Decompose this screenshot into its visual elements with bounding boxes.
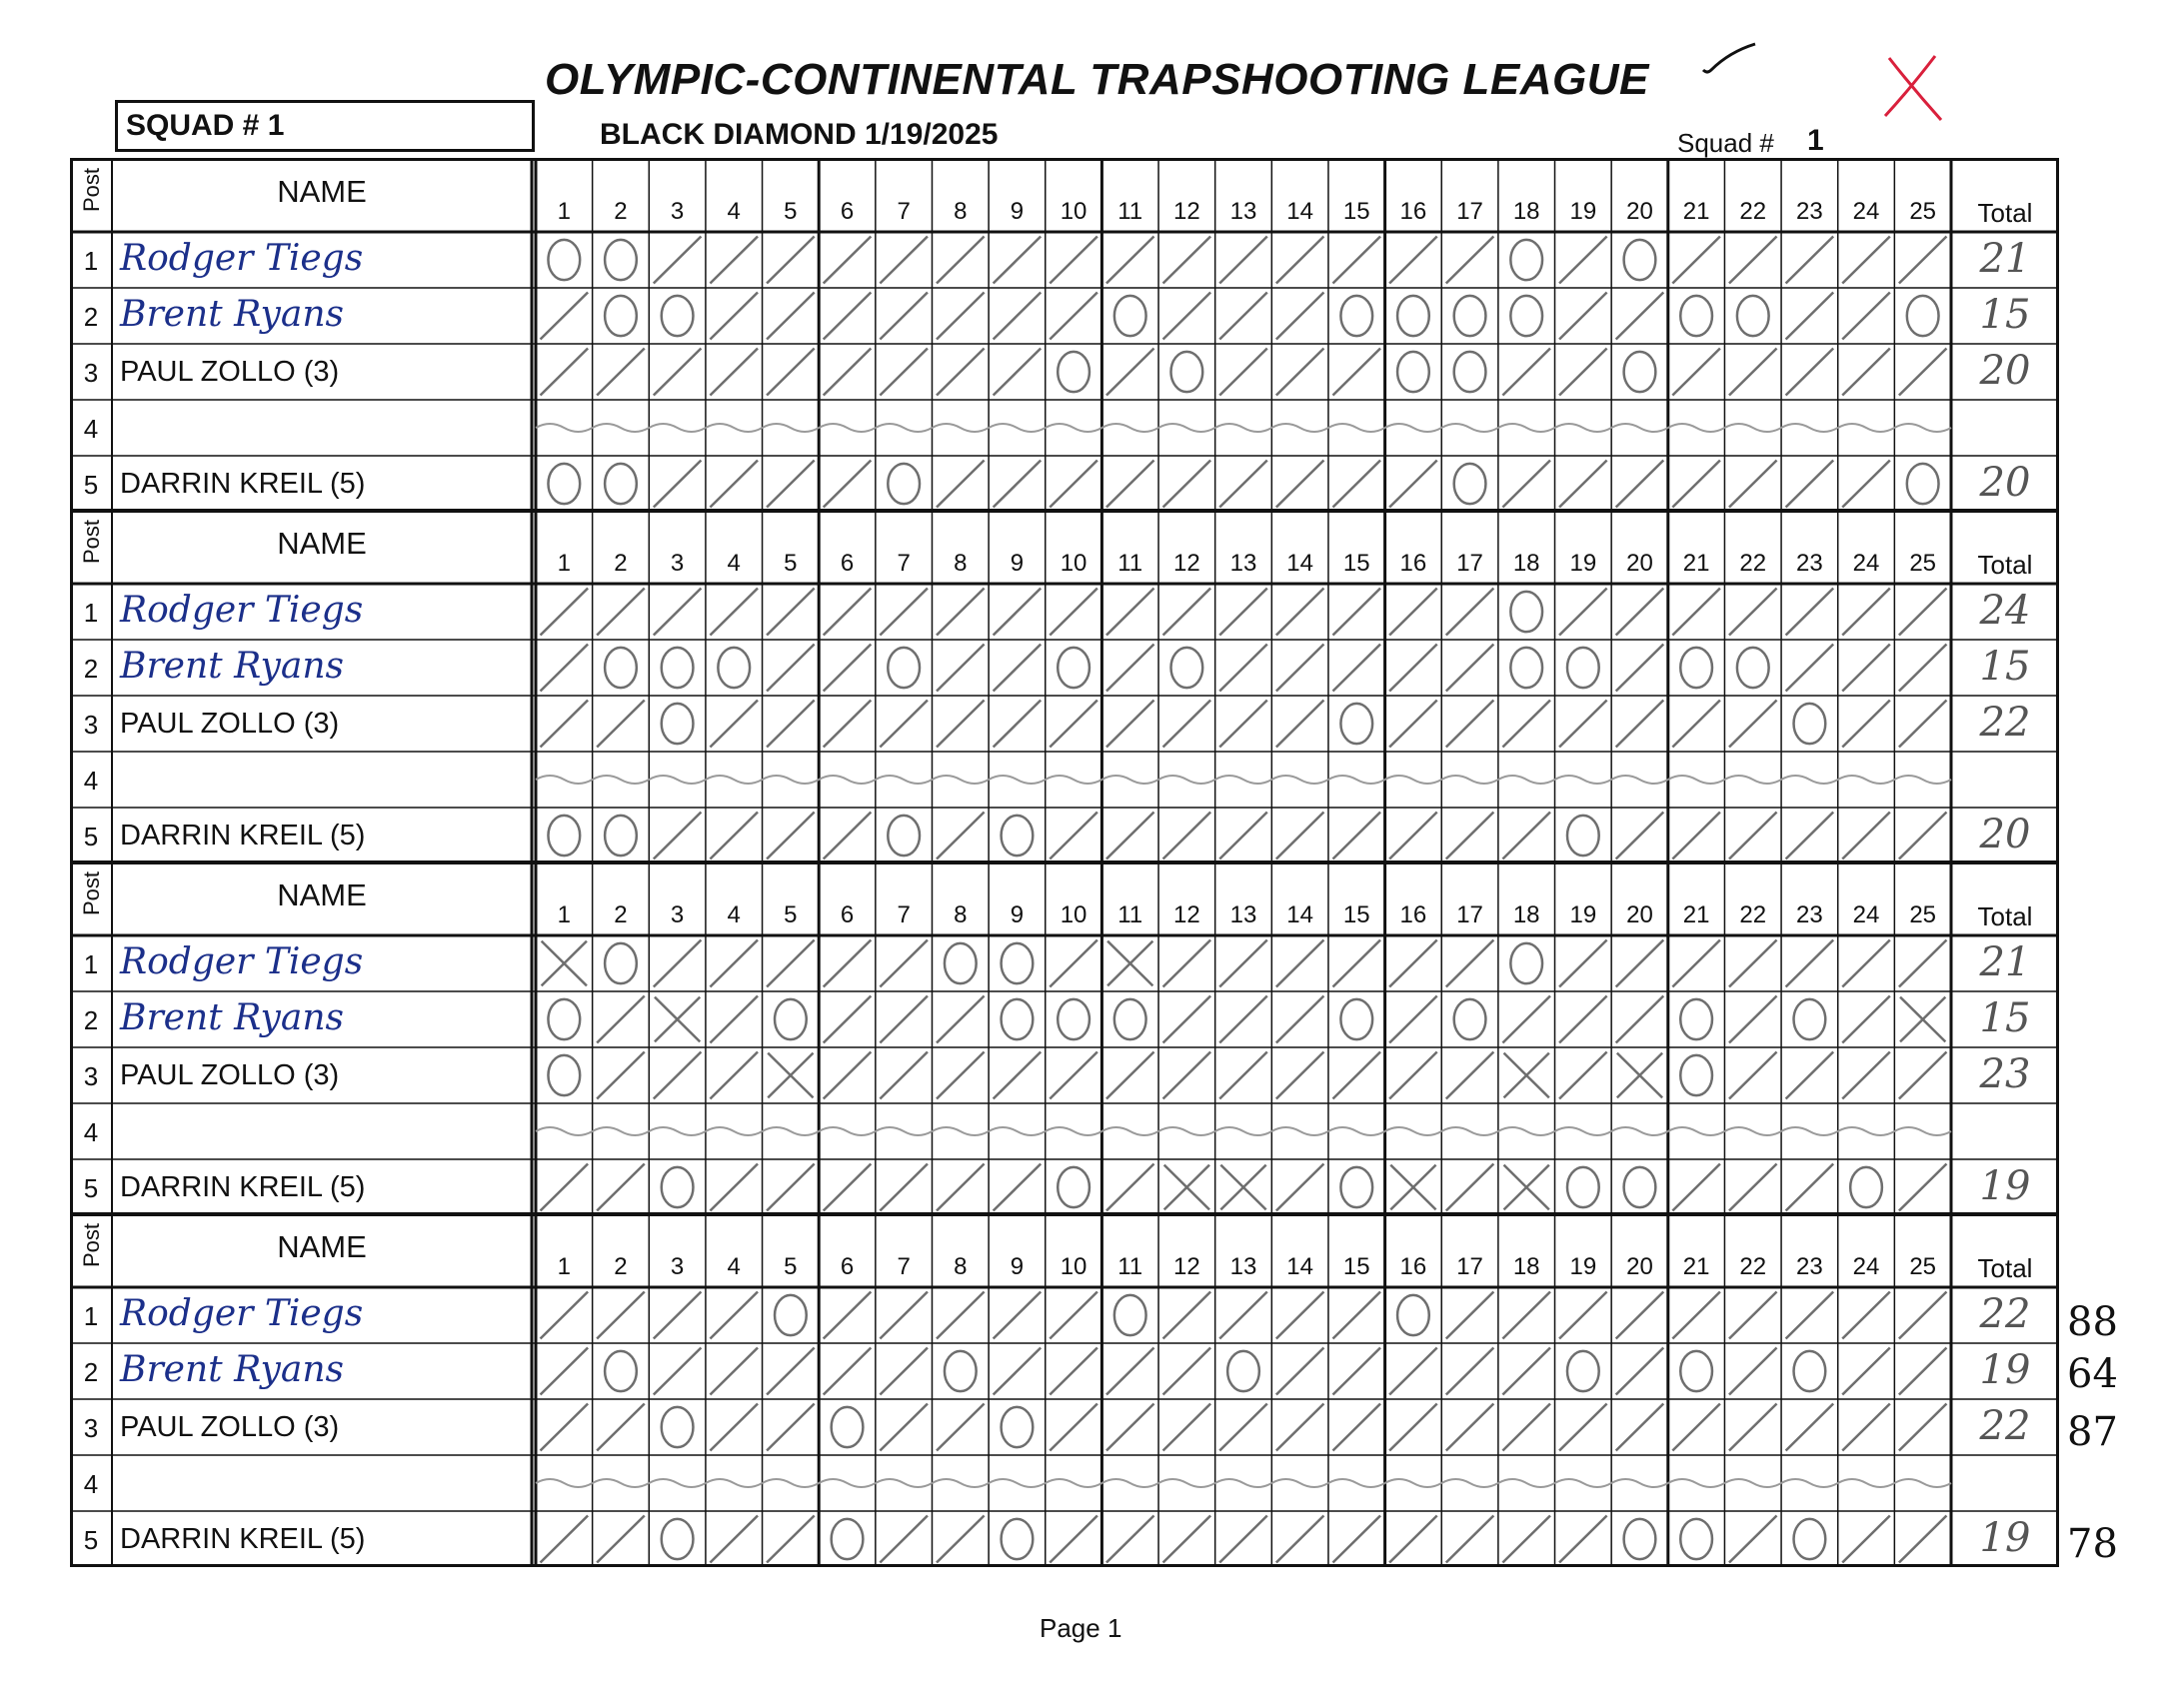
check-mark-icon bbox=[1699, 40, 1759, 80]
target-number-header: 14 bbox=[1286, 901, 1313, 928]
target-number-header: 6 bbox=[840, 550, 855, 577]
shooter-name: Brent Ryans bbox=[120, 997, 344, 1038]
post-number: 4 bbox=[83, 1469, 99, 1499]
target-number-header: 20 bbox=[1626, 198, 1653, 225]
side-total: 78 bbox=[2067, 1521, 2118, 1567]
shooter-name: DARRIN KREIL (5) bbox=[120, 1171, 366, 1203]
post-number: 3 bbox=[83, 710, 99, 740]
target-number-header: 23 bbox=[1796, 550, 1823, 577]
post-number: 1 bbox=[83, 949, 99, 979]
shooter-name: PAUL ZOLLO (3) bbox=[120, 1059, 340, 1091]
target-number-header: 11 bbox=[1117, 198, 1143, 225]
target-number-header: 16 bbox=[1399, 1253, 1427, 1280]
shooter-name: Rodger Tiegs bbox=[120, 941, 364, 982]
target-number-header: 12 bbox=[1172, 198, 1200, 225]
target-number-header: 15 bbox=[1342, 1253, 1370, 1280]
target-number-header: 16 bbox=[1399, 550, 1427, 577]
target-number-header: 22 bbox=[1739, 198, 1767, 225]
target-number-header: 8 bbox=[954, 550, 968, 577]
target-number-header: 16 bbox=[1399, 198, 1427, 225]
row-total: 15 bbox=[1979, 995, 2031, 1041]
post-number: 3 bbox=[83, 1413, 99, 1443]
post-number: 1 bbox=[83, 246, 99, 276]
target-number-header: 7 bbox=[897, 1253, 911, 1280]
squad-label: Squad # bbox=[1677, 128, 1774, 158]
shooter-name: DARRIN KREIL (5) bbox=[120, 468, 366, 500]
target-number-header: 2 bbox=[614, 901, 628, 928]
target-number-header: 2 bbox=[614, 198, 628, 225]
red-x-icon bbox=[1879, 50, 1949, 125]
target-number-header: 8 bbox=[954, 198, 968, 225]
target-number-header: 19 bbox=[1569, 198, 1597, 225]
target-number-header: 9 bbox=[1010, 198, 1025, 225]
post-number: 4 bbox=[83, 1117, 99, 1147]
total-header: Total bbox=[1977, 198, 2033, 228]
target-number-header: 2 bbox=[614, 550, 628, 577]
target-number-header: 12 bbox=[1172, 1253, 1200, 1280]
squad-box: SQUAD # 1 bbox=[115, 100, 535, 152]
target-number-header: 21 bbox=[1682, 550, 1710, 577]
total-header: Total bbox=[1977, 901, 2033, 931]
name-header: NAME bbox=[277, 526, 367, 561]
row-total: 15 bbox=[1979, 644, 2031, 690]
target-number-header: 6 bbox=[840, 1253, 855, 1280]
row-total: 21 bbox=[1979, 939, 2031, 985]
target-number-header: 9 bbox=[1010, 901, 1025, 928]
shooter-name: PAUL ZOLLO (3) bbox=[120, 1411, 340, 1443]
target-number-header: 1 bbox=[557, 901, 571, 928]
post-number: 5 bbox=[83, 1525, 99, 1555]
target-number-header: 21 bbox=[1682, 901, 1710, 928]
target-number-header: 18 bbox=[1512, 901, 1540, 928]
post-header: Post bbox=[79, 519, 104, 564]
target-number-header: 24 bbox=[1852, 198, 1880, 225]
target-number-header: 19 bbox=[1569, 1253, 1597, 1280]
target-number-header: 4 bbox=[727, 550, 741, 577]
target-number-header: 15 bbox=[1342, 198, 1370, 225]
shooter-name: PAUL ZOLLO (3) bbox=[120, 356, 340, 388]
post-number: 3 bbox=[83, 1061, 99, 1091]
post-number: 1 bbox=[83, 1301, 99, 1331]
row-total: 19 bbox=[1979, 1515, 2031, 1561]
target-number-header: 8 bbox=[954, 1253, 968, 1280]
row-total: 20 bbox=[1979, 348, 2031, 394]
target-number-header: 15 bbox=[1342, 901, 1370, 928]
side-total: 87 bbox=[2067, 1409, 2118, 1455]
target-number-header: 17 bbox=[1456, 901, 1483, 928]
target-number-header: 22 bbox=[1739, 1253, 1767, 1280]
target-number-header: 4 bbox=[727, 901, 741, 928]
post-number: 1 bbox=[83, 598, 99, 628]
page-footer: Page 1 bbox=[1040, 1613, 1122, 1643]
row-total: 20 bbox=[1979, 812, 2031, 857]
total-header: Total bbox=[1977, 550, 2033, 580]
post-number: 4 bbox=[83, 414, 99, 444]
name-header: NAME bbox=[277, 877, 367, 912]
target-number-header: 11 bbox=[1117, 901, 1143, 928]
post-number: 2 bbox=[83, 1005, 99, 1035]
post-number: 2 bbox=[83, 302, 99, 332]
row-total: 24 bbox=[1979, 588, 2031, 634]
target-number-header: 12 bbox=[1172, 901, 1200, 928]
target-number-header: 23 bbox=[1796, 901, 1823, 928]
post-header: Post bbox=[79, 870, 104, 915]
target-number-header: 24 bbox=[1852, 1253, 1880, 1280]
target-number-header: 19 bbox=[1569, 901, 1597, 928]
target-number-header: 9 bbox=[1010, 550, 1025, 577]
target-number-header: 23 bbox=[1796, 198, 1823, 225]
target-number-header: 24 bbox=[1852, 550, 1880, 577]
post-number: 5 bbox=[83, 470, 99, 500]
target-number-header: 2 bbox=[614, 1253, 628, 1280]
target-number-header: 7 bbox=[897, 550, 911, 577]
target-number-header: 10 bbox=[1060, 550, 1088, 577]
target-number-header: 1 bbox=[557, 198, 571, 225]
squad-number: 1 bbox=[1807, 124, 1824, 157]
target-number-header: 3 bbox=[670, 550, 685, 577]
target-number-header: 10 bbox=[1060, 901, 1088, 928]
post-number: 2 bbox=[83, 1357, 99, 1387]
row-total: 21 bbox=[1979, 236, 2031, 282]
side-total: 88 bbox=[2067, 1299, 2118, 1345]
target-number-header: 5 bbox=[784, 198, 798, 225]
row-total: 19 bbox=[1979, 1163, 2031, 1209]
post-number: 5 bbox=[83, 822, 99, 851]
total-header: Total bbox=[1977, 1253, 2033, 1283]
target-number-header: 21 bbox=[1682, 198, 1710, 225]
shooter-name: Rodger Tiegs bbox=[120, 1293, 364, 1334]
target-number-header: 5 bbox=[784, 1253, 798, 1280]
shooter-name: PAUL ZOLLO (3) bbox=[120, 708, 340, 740]
target-number-header: 24 bbox=[1852, 901, 1880, 928]
row-total: 20 bbox=[1979, 460, 2031, 506]
target-number-header: 4 bbox=[727, 198, 741, 225]
target-number-header: 17 bbox=[1456, 198, 1483, 225]
target-number-header: 13 bbox=[1229, 901, 1257, 928]
name-header: NAME bbox=[277, 174, 367, 209]
target-number-header: 20 bbox=[1626, 1253, 1653, 1280]
target-number-header: 1 bbox=[557, 550, 571, 577]
target-number-header: 3 bbox=[670, 198, 685, 225]
target-number-header: 20 bbox=[1626, 550, 1653, 577]
name-header: NAME bbox=[277, 1229, 367, 1264]
shooter-name: Brent Ryans bbox=[120, 646, 344, 687]
target-number-header: 23 bbox=[1796, 1253, 1823, 1280]
target-number-header: 3 bbox=[670, 1253, 685, 1280]
target-number-header: 9 bbox=[1010, 1253, 1025, 1280]
row-total: 19 bbox=[1979, 1347, 2031, 1393]
target-number-header: 13 bbox=[1229, 550, 1257, 577]
target-number-header: 7 bbox=[897, 198, 911, 225]
target-number-header: 21 bbox=[1682, 1253, 1710, 1280]
shooter-name: Rodger Tiegs bbox=[120, 590, 364, 631]
target-number-header: 13 bbox=[1229, 1253, 1257, 1280]
target-number-header: 12 bbox=[1172, 550, 1200, 577]
target-number-header: 25 bbox=[1909, 198, 1937, 225]
target-number-header: 19 bbox=[1569, 550, 1597, 577]
row-total: 23 bbox=[1979, 1051, 2031, 1097]
target-number-header: 6 bbox=[840, 901, 855, 928]
target-number-header: 22 bbox=[1739, 901, 1767, 928]
target-number-header: 1 bbox=[557, 1253, 571, 1280]
target-number-header: 17 bbox=[1456, 1253, 1483, 1280]
target-number-header: 10 bbox=[1060, 198, 1088, 225]
target-number-header: 11 bbox=[1117, 550, 1143, 577]
target-number-header: 13 bbox=[1229, 198, 1257, 225]
row-total: 22 bbox=[1979, 1291, 2031, 1337]
target-number-header: 18 bbox=[1512, 198, 1540, 225]
post-number: 2 bbox=[83, 654, 99, 684]
target-number-header: 18 bbox=[1512, 1253, 1540, 1280]
shooter-name: DARRIN KREIL (5) bbox=[120, 1523, 366, 1555]
target-number-header: 18 bbox=[1512, 550, 1540, 577]
row-total: 22 bbox=[1979, 1403, 2031, 1449]
target-number-header: 3 bbox=[670, 901, 685, 928]
target-number-header: 14 bbox=[1286, 1253, 1313, 1280]
post-number: 5 bbox=[83, 1173, 99, 1203]
target-number-header: 14 bbox=[1286, 198, 1313, 225]
target-number-header: 20 bbox=[1626, 901, 1653, 928]
target-number-header: 11 bbox=[1117, 1253, 1143, 1280]
target-number-header: 25 bbox=[1909, 550, 1937, 577]
target-number-header: 4 bbox=[727, 1253, 741, 1280]
target-number-header: 15 bbox=[1342, 550, 1370, 577]
post-number: 3 bbox=[83, 358, 99, 388]
target-number-header: 7 bbox=[897, 901, 911, 928]
shooter-name: Brent Ryans bbox=[120, 1349, 344, 1390]
row-total: 15 bbox=[1979, 292, 2031, 338]
event-subtitle: BLACK DIAMOND 1/19/2025 bbox=[600, 118, 999, 151]
target-number-header: 25 bbox=[1909, 1253, 1937, 1280]
post-header: Post bbox=[79, 167, 104, 212]
target-number-header: 10 bbox=[1060, 1253, 1088, 1280]
post-number: 4 bbox=[83, 766, 99, 796]
target-number-header: 17 bbox=[1456, 550, 1483, 577]
target-number-header: 25 bbox=[1909, 901, 1937, 928]
target-number-header: 14 bbox=[1286, 550, 1313, 577]
row-total: 22 bbox=[1979, 700, 2031, 746]
target-number-header: 5 bbox=[784, 550, 798, 577]
target-number-header: 8 bbox=[954, 901, 968, 928]
side-total: 64 bbox=[2067, 1351, 2118, 1397]
target-number-header: 16 bbox=[1399, 901, 1427, 928]
page-title: OLYMPIC-CONTINENTAL TRAPSHOOTING LEAGUE bbox=[545, 55, 1649, 104]
post-header: Post bbox=[79, 1222, 104, 1267]
target-number-header: 5 bbox=[784, 901, 798, 928]
target-number-header: 6 bbox=[840, 198, 855, 225]
target-number-header: 22 bbox=[1739, 550, 1767, 577]
shooter-name: Brent Ryans bbox=[120, 294, 344, 335]
shooter-name: Rodger Tiegs bbox=[120, 238, 364, 279]
shooter-name: DARRIN KREIL (5) bbox=[120, 820, 366, 851]
